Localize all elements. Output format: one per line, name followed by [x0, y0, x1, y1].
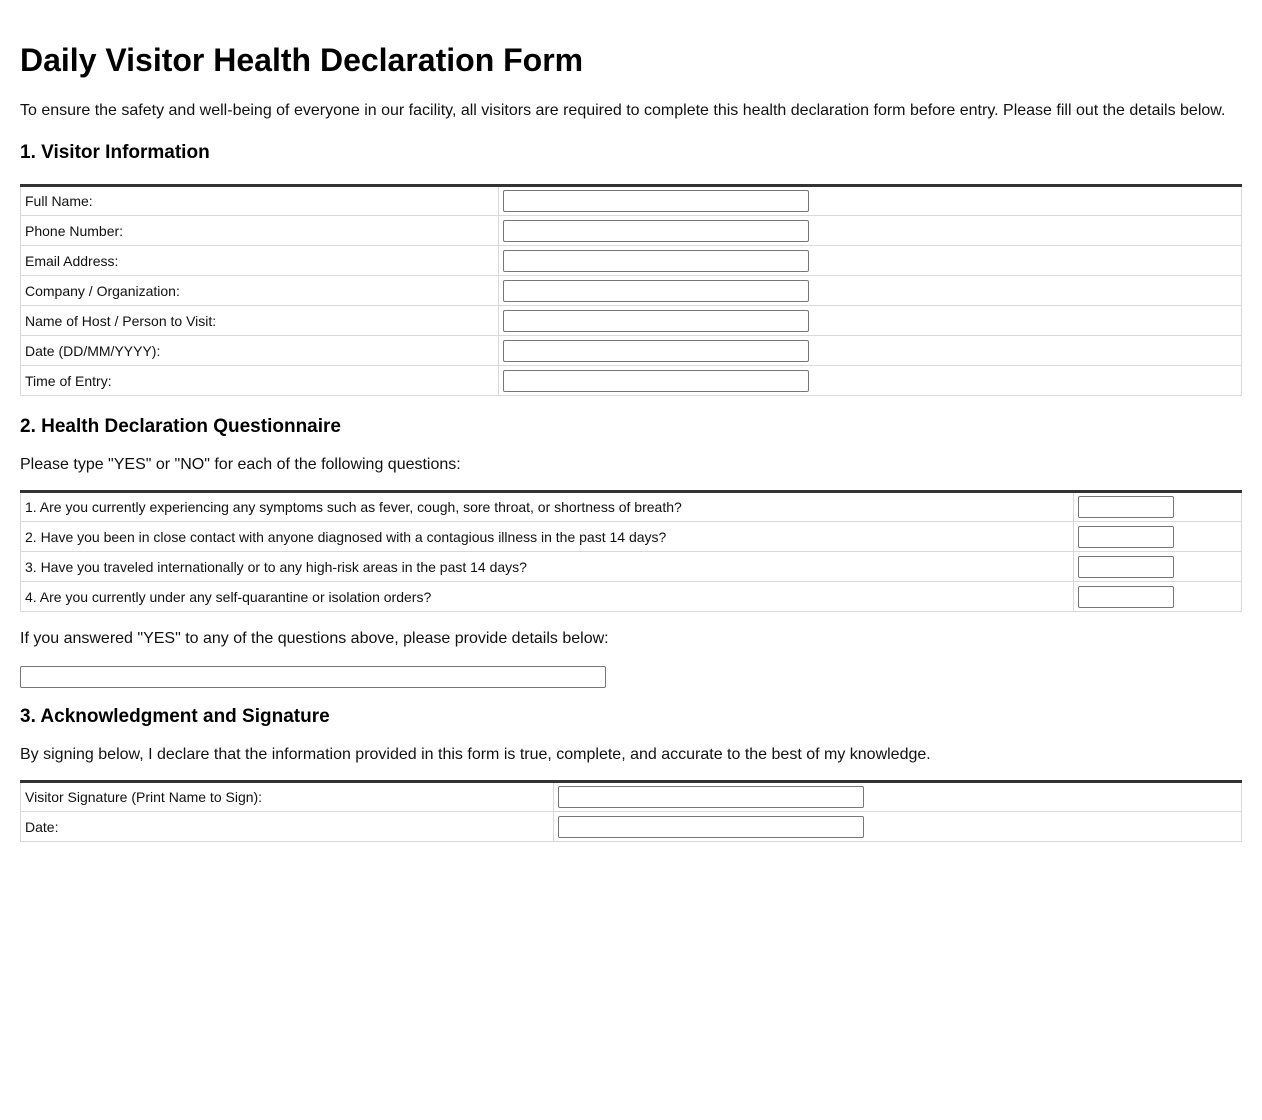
- table-row: [21, 186, 1242, 216]
- table-row: [21, 336, 1242, 366]
- question-2-label: 2. Have you been in close contact with anyone diagnosed with a contagious illness in the past 14 days?: [21, 522, 1074, 552]
- full-name-input[interactable]: [503, 190, 809, 212]
- acknowledgment-statement: By signing below, I declare that the information provided in this form is true, complete, and accurate to the best of my knowledge.: [20, 746, 931, 763]
- table-row: [21, 246, 1242, 276]
- question-4-answer-input[interactable]: [1078, 586, 1174, 608]
- question-3-answer-input[interactable]: [1078, 556, 1174, 578]
- phone-number-input[interactable]: [503, 220, 809, 242]
- host-name-input[interactable]: [503, 310, 809, 332]
- email-address-input[interactable]: [503, 250, 809, 272]
- table-row: [21, 276, 1242, 306]
- intro-text: To ensure the safety and well-being of everyone in our facility, all visitors are required to complete this health declaration form before entry. Please fill out the details below.: [20, 102, 1226, 119]
- host-name-label: Name of Host / Person to Visit:: [21, 306, 499, 336]
- table-row: [21, 306, 1242, 336]
- section-visitor-information-heading: 1. Visitor Information: [20, 142, 210, 163]
- table-row: [21, 522, 1242, 552]
- time-of-entry-input[interactable]: [503, 370, 809, 392]
- table-row: [21, 782, 1242, 812]
- health-questionnaire-table: [20, 490, 1242, 612]
- section-health-questionnaire-heading: 2. Health Declaration Questionnaire: [20, 416, 341, 437]
- question-2-answer-input[interactable]: [1078, 526, 1174, 548]
- visit-date-label: Date (DD/MM/YYYY):: [21, 336, 499, 366]
- table-row: [21, 812, 1242, 842]
- company-input[interactable]: [503, 280, 809, 302]
- table-row: [21, 582, 1242, 612]
- signature-date-label: Date:: [21, 812, 554, 842]
- details-input[interactable]: [20, 666, 606, 688]
- question-1-answer-input[interactable]: [1078, 496, 1174, 518]
- table-row: [21, 492, 1242, 522]
- table-row: [21, 366, 1242, 396]
- question-1-label: 1. Are you currently experiencing any symptoms such as fever, cough, sore throat, or shortness of breath?: [21, 492, 1074, 522]
- signature-label: Visitor Signature (Print Name to Sign):: [21, 782, 554, 812]
- visit-date-input[interactable]: [503, 340, 809, 362]
- table-row: [21, 552, 1242, 582]
- company-label: Company / Organization:: [21, 276, 499, 306]
- time-of-entry-label: Time of Entry:: [21, 366, 499, 396]
- questionnaire-instruction: Please type "YES" or "NO" for each of the following questions:: [20, 456, 461, 473]
- question-3-label: 3. Have you traveled internationally or to any high-risk areas in the past 14 days?: [21, 552, 1074, 582]
- page-title: Daily Visitor Health Declaration Form: [20, 42, 584, 78]
- full-name-label: Full Name:: [21, 186, 499, 216]
- signature-input[interactable]: [558, 786, 864, 808]
- section-acknowledgment-heading: 3. Acknowledgment and Signature: [20, 706, 330, 727]
- phone-number-label: Phone Number:: [21, 216, 499, 246]
- signature-table: [20, 780, 1242, 842]
- table-row: [21, 216, 1242, 246]
- visitor-information-table: [20, 184, 1242, 396]
- details-prompt: If you answered "YES" to any of the questions above, please provide details below:: [20, 630, 609, 647]
- signature-date-input[interactable]: [558, 816, 864, 838]
- question-4-label: 4. Are you currently under any self-quarantine or isolation orders?: [21, 582, 1074, 612]
- email-address-label: Email Address:: [21, 246, 499, 276]
